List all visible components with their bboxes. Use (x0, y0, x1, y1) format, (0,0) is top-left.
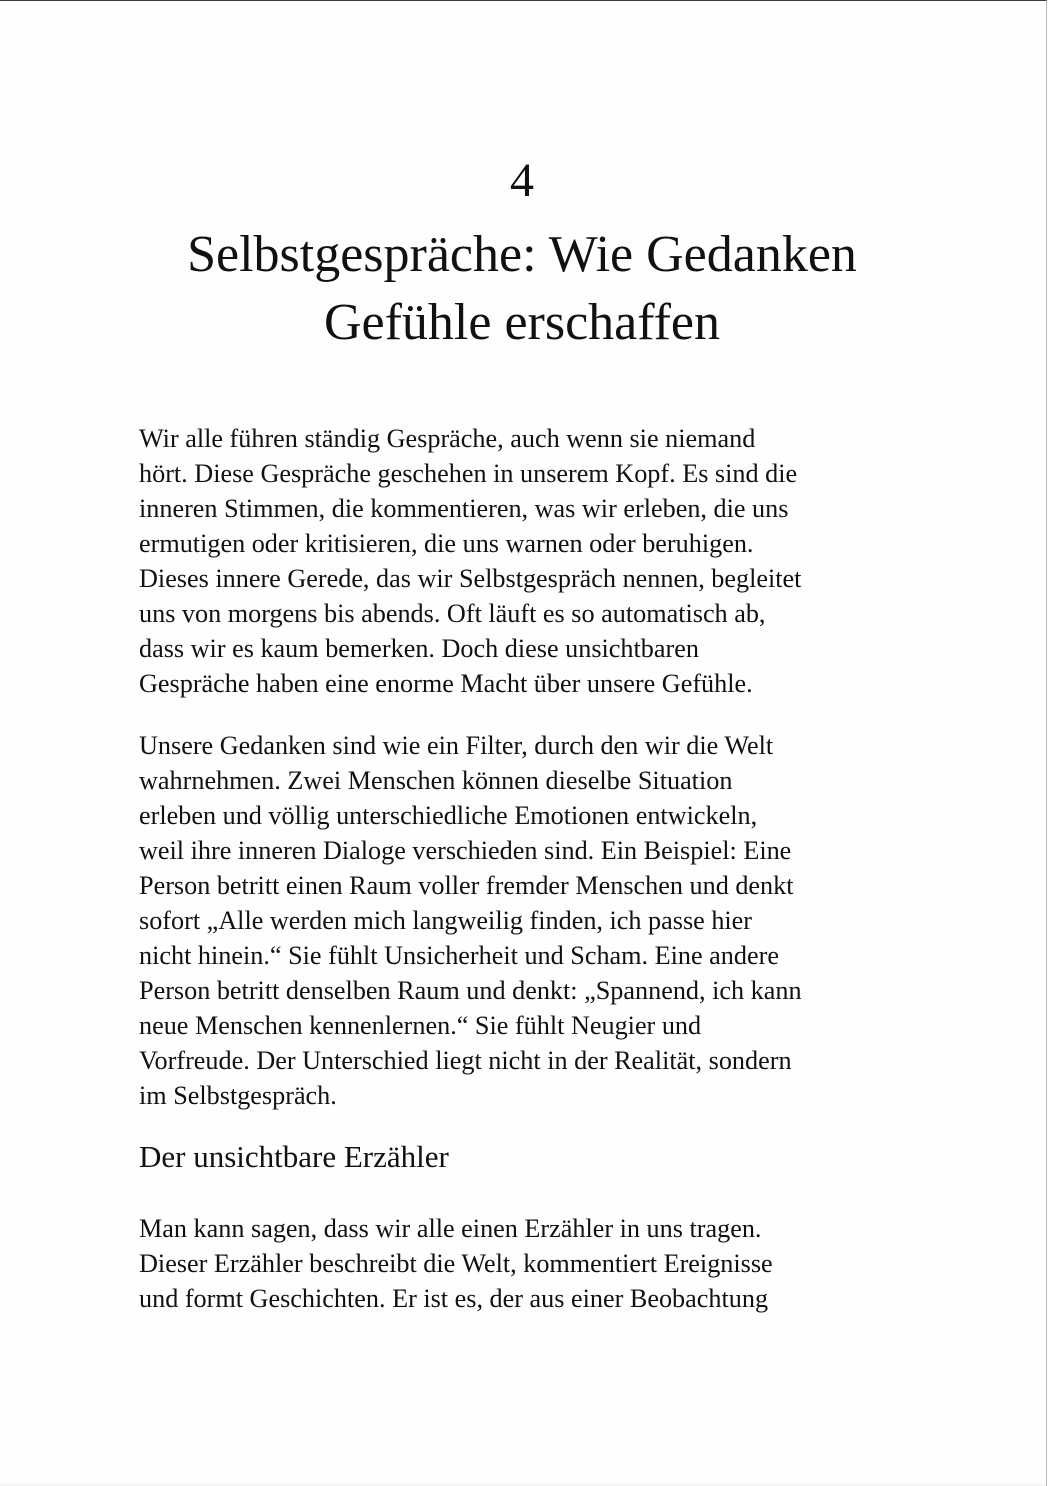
chapter-title-line: Selbstgespräche: Wie Gedanken (187, 226, 857, 283)
text-line: Vorfreude. Der Unterschied liegt nicht in der Realität, sondern (139, 1046, 792, 1075)
page-bottom-edge (0, 1482, 1046, 1486)
text-line: Dieser Erzähler beschreibt die Welt, kommentiert Ereignisse (139, 1249, 773, 1278)
text-line: uns von morgens bis abends. Oft läuft es so automatisch ab, (139, 599, 766, 628)
text-line: wahrnehmen. Zwei Menschen können dieselbe Situation (139, 766, 733, 795)
text-line: inneren Stimmen, die kommentieren, was wir erleben, die uns (139, 494, 789, 523)
text-line: Person betritt einen Raum voller fremder Menschen und denkt (139, 871, 794, 900)
text-line: sofort „Alle werden mich langweilig finden, ich passe hier (139, 906, 753, 935)
text-line: im Selbstgespräch. (139, 1081, 337, 1110)
text-line: und formt Geschichten. Er ist es, der aus einer Beobachtung (139, 1284, 769, 1313)
paragraph-3 (139, 1211, 909, 1316)
chapter-body (139, 421, 909, 1316)
text-line: dass wir es kaum bemerken. Doch diese unsichtbaren (139, 634, 699, 663)
text-line: Person betritt denselben Raum und denkt: „Spannend, ich kann (139, 976, 802, 1005)
chapter-title-line: Gefühle erschaffen (323, 294, 721, 351)
chapter-title (0, 221, 1044, 357)
text-line: neue Menschen kennenlernen.“ Sie fühlt Neugier und (139, 1011, 702, 1040)
text-line: ermutigen oder kritisieren, die uns warnen oder beruhigen. (139, 529, 754, 558)
text-line: Wir alle führen ständig Gespräche, auch wenn sie niemand (139, 424, 756, 453)
paragraph-1 (139, 421, 909, 701)
section-heading: Der unsichtbare Erzähler (139, 1139, 449, 1174)
text-line: weil ihre inneren Dialoge verschieden sind. Ein Beispiel: Eine (139, 836, 792, 865)
text-line: Dieses innere Gerede, das wir Selbstgespräch nennen, begleitet (139, 564, 802, 593)
text-line: hört. Diese Gespräche geschehen in unserem Kopf. Es sind die (139, 459, 798, 488)
text-line: Gespräche haben eine enorme Macht über unsere Gefühle. (139, 669, 753, 698)
text-line: Man kann sagen, dass wir alle einen Erzähler in uns tragen. (139, 1214, 762, 1243)
chapter-number: 4 (510, 154, 534, 207)
text-line: erleben und völlig unterschiedliche Emotionen entwickeln, (139, 801, 758, 830)
paragraph-2 (139, 728, 909, 1113)
text-line: Unsere Gedanken sind wie ein Filter, durch den wir die Welt (139, 731, 774, 760)
text-line: nicht hinein.“ Sie fühlt Unsicherheit und Scham. Eine andere (139, 941, 779, 970)
